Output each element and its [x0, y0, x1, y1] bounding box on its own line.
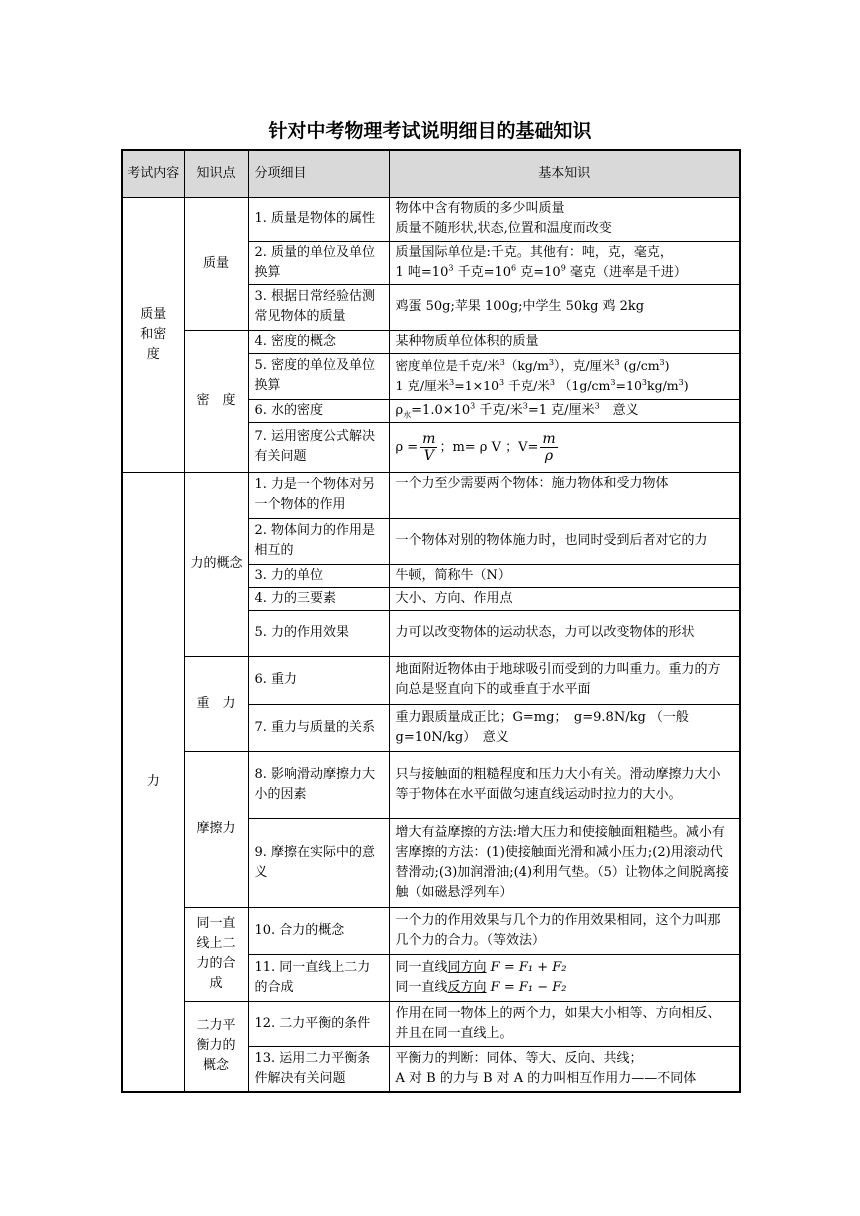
sub-item: 5. 密度的单位及单位换算 [248, 353, 389, 399]
table-row [122, 197, 740, 241]
sub-item: 7. 运用密度公式解决有关问题 [248, 422, 389, 472]
sub-item: 8. 影响滑动摩擦力大小的因素 [248, 751, 389, 818]
knowledge-cell: 某种物质单位体积的质量 [389, 330, 740, 353]
text: 千克/米 [475, 402, 523, 418]
superscript: 3 [659, 357, 665, 367]
sub-item: 9. 摩擦在实际中的意义 [248, 818, 389, 907]
header-basic-knowledge: 基本知识 [389, 150, 740, 197]
knowledge-line: 质量国际单位是:千克。其他有：吨，克，毫克， [395, 244, 673, 260]
text: 同一直线 [395, 959, 448, 975]
knowledge-cell: 一个力的作用效果与几个力的作用效果相同，这个力叫那几个力的合力。（等效法） [389, 907, 740, 954]
text: kg/m [647, 378, 679, 393]
text: ) [664, 358, 670, 373]
kp-mass: 质量 [184, 197, 248, 330]
superscript: 3 [641, 377, 647, 387]
knowledge-cell [389, 197, 740, 241]
text: (g/cm [619, 358, 660, 373]
text: =1 克/厘米 [527, 402, 595, 418]
knowledge-table [121, 149, 741, 1093]
table-row [122, 1001, 740, 1046]
knowledge-cell [389, 399, 740, 422]
superscript: 3 [610, 377, 616, 387]
text: ），克/厘米 [554, 358, 615, 373]
sub-item: 13. 运用二力平衡条件解决有关问题 [248, 1046, 389, 1092]
sub-item: 4. 力的三要素 [248, 587, 389, 610]
text: 1 吨=10 [395, 264, 449, 280]
numerator: m [542, 430, 556, 447]
text: 千克/米 [504, 378, 550, 393]
kp-gravity: 重 力 [184, 656, 248, 751]
superscript: 3 [614, 357, 620, 367]
numerator: m [422, 430, 436, 447]
category-force: 力 [122, 472, 184, 1092]
sub-item: 10. 合力的概念 [248, 907, 389, 954]
knowledge-cell [389, 954, 740, 1001]
kp-density: 密 度 [184, 330, 248, 472]
formula: F = F₁ − F₂ [486, 979, 567, 995]
text: 1 克/厘米 [395, 378, 450, 393]
superscript: 3 [549, 377, 555, 387]
knowledge-line [396, 376, 734, 396]
knowledge-cell [389, 422, 740, 472]
denominator: V [423, 447, 434, 464]
knowledge-cell: 牛顿，简称牛（N） [389, 564, 740, 587]
knowledge-line: 平衡力的判断：同体、等大、反向、共线； [395, 1050, 643, 1066]
table-row [122, 907, 740, 954]
sub-item: 3. 力的单位 [248, 564, 389, 587]
knowledge-line [396, 958, 734, 978]
sub-item: 11. 同一直线上二力的合成 [248, 954, 389, 1001]
sub-item: 7. 重力与质量的关系 [248, 704, 389, 751]
knowledge-line [396, 263, 734, 283]
knowledge-line: 物体中含有物质的多少叫质量 [395, 201, 565, 216]
sub-item: 1. 力是一个物体对另一个物体的作用 [248, 472, 389, 518]
text: =10 [615, 378, 642, 393]
superscript: 6 [511, 263, 517, 273]
sub-item: 1. 质量是物体的属性 [248, 197, 389, 241]
superscript: 3 [449, 377, 455, 387]
knowledge-cell: 鸡蛋 50g;苹果 100g;中学生 50kg 鸡 2kg [389, 284, 740, 330]
superscript: 3 [499, 357, 505, 367]
category-label: 质量和密度 [140, 306, 167, 362]
knowledge-cell: 作用在同一物体上的两个力，如果大小相等、方向相反、并且在同一直线上。 [389, 1001, 740, 1046]
sub-item: 2. 物体间力的作用是相互的 [248, 518, 389, 564]
formula: F = F₁ + F₂ [486, 959, 567, 975]
sub-item: 4. 密度的概念 [248, 330, 389, 353]
header-knowledge-point: 知识点 [184, 150, 248, 197]
text: 克=10 [516, 264, 561, 280]
fraction [420, 431, 437, 464]
text: 意义 [599, 402, 639, 418]
knowledge-cell: 力可以改变物体的运动状态，力可以改变物体的形状 [389, 610, 740, 656]
knowledge-cell [389, 353, 740, 399]
superscript: 3 [470, 401, 476, 411]
page-title: 针对中考物理考试说明细目的基础知识 [268, 120, 592, 142]
knowledge-cell: 重力跟质量成正比；G=mg； g=9.8N/kg （一般g=10N/kg） 意义 [389, 704, 740, 751]
fraction [540, 431, 557, 464]
knowledge-cell: 地面附近物体由于地球吸引而受到的力叫重力。重力的方向总是竖直向下的或垂直于水平面 [389, 656, 740, 704]
underlined-text: 同方向 [447, 959, 487, 975]
sub-item: 6. 水的密度 [248, 399, 389, 422]
knowledge-cell: 一个力至少需要两个物体：施力物体和受力物体 [389, 472, 740, 518]
category-mass-density [122, 197, 184, 472]
sub-item: 5. 力的作用效果 [248, 610, 389, 656]
kp-force-concept [184, 472, 248, 656]
kp-label: 二力平衡力的概念 [196, 1018, 236, 1074]
underlined-text: 反方向 [447, 979, 487, 995]
denominator: ρ [544, 447, 554, 464]
text: =1×10 [454, 378, 500, 393]
subscript: 水 [403, 410, 412, 420]
text: 密度单位是千克/米 [395, 358, 500, 373]
knowledge-cell: 增大有益摩擦的方法:增大压力和使接触面粗糙些。减小有害摩擦的方法：(1)使接触面光滑和减小压力;(2)用滚动代替滑动;(3)加润滑油;(4)利用气垫。（5）让物体之间脱离接触（如磁悬浮列车） [389, 818, 740, 907]
sub-item: 12. 二力平衡的条件 [248, 1001, 389, 1046]
superscript: 3 [522, 401, 528, 411]
text: ；m= ρ V ；V= [439, 439, 539, 455]
text: =1.0×10 [411, 402, 471, 418]
kp-balance [184, 1001, 248, 1092]
kp-label: 同一直线上二力的合成 [196, 916, 236, 991]
knowledge-cell [389, 1046, 740, 1092]
text: 同一直线 [395, 979, 448, 995]
header-exam-content: 考试内容 [122, 150, 184, 197]
knowledge-line: 质量不随形状,状态,位置和温度而改变 [395, 221, 612, 236]
knowledge-cell: 一个物体对别的物体施力时，也同时受到后者对它的力 [389, 518, 740, 564]
table-row [122, 330, 740, 353]
superscript: 3 [594, 401, 600, 411]
knowledge-cell [389, 241, 740, 284]
superscript: 3 [448, 263, 454, 273]
text: ρ = [395, 439, 419, 455]
superscript: 3 [499, 377, 505, 387]
text: 毫克（进率是千进） [565, 264, 687, 280]
kp-label: 力的概念 [190, 556, 243, 571]
knowledge-line [396, 356, 734, 376]
text: （kg/m [504, 358, 549, 373]
superscript: 9 [560, 263, 566, 273]
table-row [122, 472, 740, 518]
kp-resultant [184, 907, 248, 1001]
header-sub-item: 分项细目 [248, 150, 389, 197]
sub-item: 6. 重力 [248, 656, 389, 704]
text: ρ [395, 402, 404, 418]
knowledge-line [396, 978, 734, 998]
text: （1g/cm [554, 378, 611, 393]
table-row [122, 751, 740, 818]
sub-item: 3. 根据日常经验估测常见物体的质量 [248, 284, 389, 330]
knowledge-cell: 只与接触面的粗糙程度和压力大小有关。滑动摩擦力大小等于物体在水平面做匀速直线运动时拉力的大小。 [389, 751, 740, 818]
knowledge-line: A 对 B 的力与 B 对 A 的力叫相互作用力——不同体 [395, 1070, 697, 1086]
kp-friction: 摩擦力 [184, 751, 248, 907]
text: 千克=10 [453, 264, 512, 280]
superscript: 3 [678, 377, 684, 387]
header-row [122, 150, 740, 197]
table-row [122, 656, 740, 704]
superscript: 3 [548, 357, 555, 367]
knowledge-cell: 大小、方向、作用点 [389, 587, 740, 610]
text: ) [683, 378, 689, 393]
sub-item: 2. 质量的单位及单位换算 [248, 241, 389, 284]
